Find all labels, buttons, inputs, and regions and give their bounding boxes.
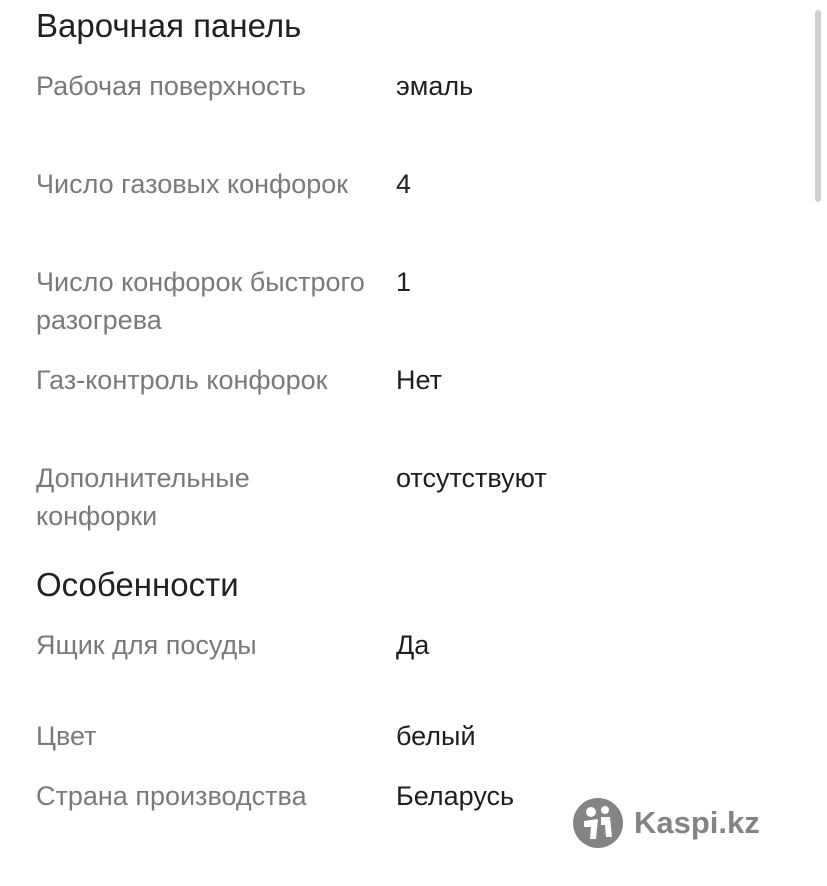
spec-label-gas-burners: Число газовых конфорок [36,169,349,199]
spec-value-gas-control: Нет [396,365,442,395]
kaspi-watermark-text: Kaspi.kz [634,805,760,840]
spec-label-dish-drawer: Ящик для посуды [36,630,257,660]
spec-value-color: белый [396,721,476,751]
spec-value-country: Беларусь [396,781,515,811]
section-title-hob: Варочная панель [36,7,302,44]
spec-label-color: Цвет [36,721,97,751]
spec-label-gas-control: Газ-контроль конфорок [36,365,328,395]
spec-value-extra-burners: отсутствуют [396,463,547,493]
section-title-features: Особенности [36,566,239,603]
spec-label-country: Страна производства [36,781,307,811]
spec-label-work-surface: Рабочая поверхность [36,71,306,101]
spec-value-work-surface: эмаль [396,71,474,101]
spec-value-rapid-burners: 1 [396,267,412,297]
spec-label-extra-burners: Дополнительные конфорки [36,463,250,531]
scrollbar-thumb[interactable] [815,10,821,202]
spec-label-rapid-burners: Число конфорок быстрого разогрева [36,267,365,335]
kaspi-logo-icon [572,797,624,849]
kaspi-watermark [572,796,760,850]
spec-value-dish-drawer: Да [396,630,430,660]
spec-value-gas-burners: 4 [396,169,412,199]
